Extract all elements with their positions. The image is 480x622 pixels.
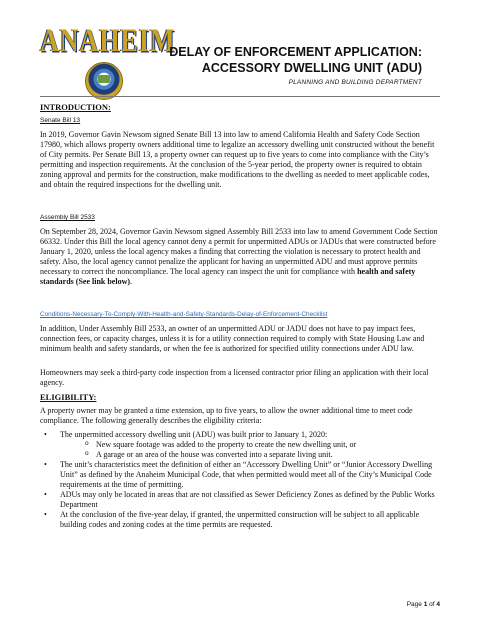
senate-bill-13-paragraph: In 2019, Governor Gavin Newsom signed Senate Bill 13 into law to amend California Health and Safety Code Section 17980, which allows property owners additional time to legalize an accessory dwelling unit constructed without the benefit of City permits. Per Senate Bill 13, a property owner can request up to five years to come into compliance with the City’s permitting and inspection requirements. At the conclusion of the 5-year period, the property owner is required to obtain zoning approval and permits for the construction, make modifications to the dwelling as needed to meet applicable codes, and obtain the required inspections for the dwelling unit. xyxy=(40,130,435,189)
document-title-line-2: ACCESSORY DWELLING UNIT (ADU) xyxy=(201,61,422,75)
eligibility-criterion xyxy=(40,430,442,460)
introduction-heading: INTRODUCTION: xyxy=(40,102,111,112)
eligibility-criteria-list xyxy=(40,430,442,530)
page-word: Page xyxy=(406,601,422,608)
city-seal-icon xyxy=(85,62,123,100)
document-title-block xyxy=(122,44,422,86)
fees-paragraph: In addition, Under Assembly Bill 2533, an owner of an unpermitted ADU or JADU does not have to pay impact fees, connection fees, or capacity charges, unless it is for a utility connection required to comply with State Housing Law and minimum health and safety standards, or when the fee is authorized for specified utility connections under ADU law. xyxy=(40,324,425,353)
senate-bill-13-label: Senate Bill 13 xyxy=(40,117,81,124)
page-total: 4 xyxy=(436,601,440,608)
page-number xyxy=(407,601,440,608)
criterion-text: The unpermitted accessory dwelling unit (ADU) was built prior to January 1, 2020: xyxy=(60,430,328,439)
ab2533-text: On September 28, 2024, Governor Gavin Newsom signed Assembly Bill 2533 into law to amend Government Code Section 66332. Under this Bill the local agency cannot deny a permit for unpermitted ADUs or JADUs that were constructed before January 1, 2020, unless the local agency makes a finding that correcting the violation is necessary to protect health and safety. Also, the local agency cannot penalize the applicant for having an unpermitted ADU and must approve permits necessary to correct the noncompliance. The local agency can inspect the unit for compliance with xyxy=(40,227,438,276)
department-name: PLANNING AND BUILDING DEPARTMENT xyxy=(288,79,422,86)
page-of: of xyxy=(429,601,435,608)
eligibility-criterion: • At the conclusion of the five-year delay, if granted, the unpermitted construction will be subject to all applicable building codes and zoning codes at the time permits are requested. xyxy=(40,510,442,530)
document-title-line-1: DELAY OF ENFORCEMENT APPLICATION: xyxy=(169,45,422,59)
sub-criterion: o New square footage was added to the property to create the new dwelling unit, or xyxy=(60,440,442,450)
logo-wordmark: ANAHEIM xyxy=(40,22,176,59)
third-party-inspection-paragraph: Homeowners may seek a third-party code inspection from a licensed contractor prior filing an application with their local agency. xyxy=(40,368,429,387)
assembly-bill-2533-label: Assembly Bill 2533 xyxy=(40,214,95,221)
assembly-bill-2533-paragraph xyxy=(40,227,442,287)
health-safety-checklist-link[interactable]: Conditions-Necessary-To-Comply-With-Health-and-Safety-Standards-Delay-of-Enforcement-Checklist xyxy=(40,311,328,318)
eligibility-heading: ELIGIBILITY: xyxy=(40,392,97,402)
sub-criterion: o A garage or an area of the house was converted into a separate living unit. xyxy=(60,450,442,460)
ab2533-period: . xyxy=(130,277,133,286)
page-current: 1 xyxy=(423,601,428,608)
criterion-sub-list xyxy=(60,440,442,460)
eligibility-criterion: • The unit’s characteristics meet the definition of either an “Accessory Dwelling Unit” or “Junior Accessory Dwelling Unit” as defined by the Anaheim Municipal Code, that when permitted would meet all of the City’s Municipal Code requirements at the time of permitting. xyxy=(40,460,442,490)
eligibility-intro-paragraph: A property owner may be granted a time extension, up to five years, to allow the owner additional time to meet code compliance. The following generally describes the eligibility criteria: xyxy=(40,406,413,425)
eligibility-criterion: • ADUs may only be located in areas that are not classified as Sewer Deficiency Zones as defined by the Public Works Department xyxy=(40,490,442,510)
header-divider xyxy=(40,96,440,97)
health-safety-emphasis: health and safety standards (See link below) xyxy=(40,267,416,286)
